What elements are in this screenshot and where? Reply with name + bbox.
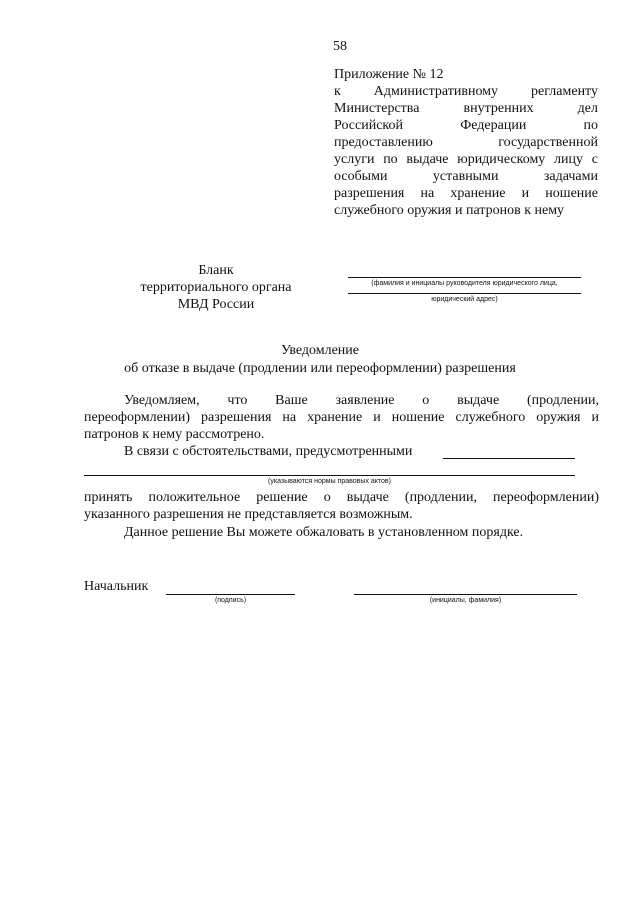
- paragraph-line: патронов к нему рассмотрено.: [84, 427, 265, 442]
- legal-basis-caption: (указываются нормы правовых актов): [268, 478, 391, 485]
- paragraph-line: переоформлении) разрешения на хранение и ношение служебного оружия и: [84, 410, 599, 425]
- address-line: [348, 293, 581, 294]
- letterhead-line: территориального органа: [140, 280, 292, 295]
- letterhead-line: МВД России: [177, 297, 255, 312]
- signature-label: Начальник: [84, 579, 149, 594]
- appendix-line: к Административному регламенту: [334, 84, 598, 99]
- notice-title: Уведомление: [280, 343, 359, 358]
- appendix-line: особыми уставными задачами: [334, 169, 598, 184]
- addressee-caption: (фамилия и инициалы руководителя юридического лица,: [371, 280, 558, 287]
- name-caption: (инициалы, фамилия): [429, 597, 502, 604]
- paragraph-2: В связи с обстоятельствами, предусмотренными: [124, 444, 413, 459]
- address-caption: юридический адрес): [431, 296, 498, 303]
- paragraph-line: указанного разрешения не представляется возможным.: [84, 507, 413, 522]
- page-number: 58: [333, 39, 347, 54]
- appendix-title: Приложение № 12: [334, 67, 444, 82]
- letterhead: [118, 262, 314, 313]
- appendix-block: [334, 66, 598, 219]
- name-line: [354, 594, 577, 595]
- paragraph-4: Данное решение Вы можете обжаловать в установленном порядке.: [124, 525, 524, 540]
- signature-caption: (подпись): [214, 597, 247, 604]
- letterhead-line: Бланк: [198, 263, 234, 278]
- appendix-line: Российской Федерации по: [334, 118, 598, 133]
- paragraph-1: [84, 392, 599, 443]
- appendix-line: служебного оружия и патронов к нему: [334, 203, 565, 218]
- appendix-line: предоставлению государственной: [334, 135, 598, 150]
- paragraph-3: [84, 489, 599, 523]
- legal-basis-blank: [443, 458, 575, 459]
- appendix-line: Министерства внутренних дел: [334, 101, 598, 116]
- signature-line: [166, 594, 295, 595]
- appendix-line: услуги по выдаче юридическому лицу с: [334, 152, 598, 167]
- appendix-line: разрешения на хранение и ношение: [334, 186, 598, 201]
- notice-subtitle: об отказе в выдаче (продлении или переоформлении) разрешения: [124, 361, 516, 376]
- paragraph-line: принять положительное решение о выдаче (продлении, переоформлении): [84, 490, 599, 505]
- paragraph-line: Уведомляем, что Ваше заявление о выдаче (продлении,: [124, 393, 599, 408]
- legal-basis-line: [84, 475, 575, 476]
- addressee-line: [348, 277, 581, 278]
